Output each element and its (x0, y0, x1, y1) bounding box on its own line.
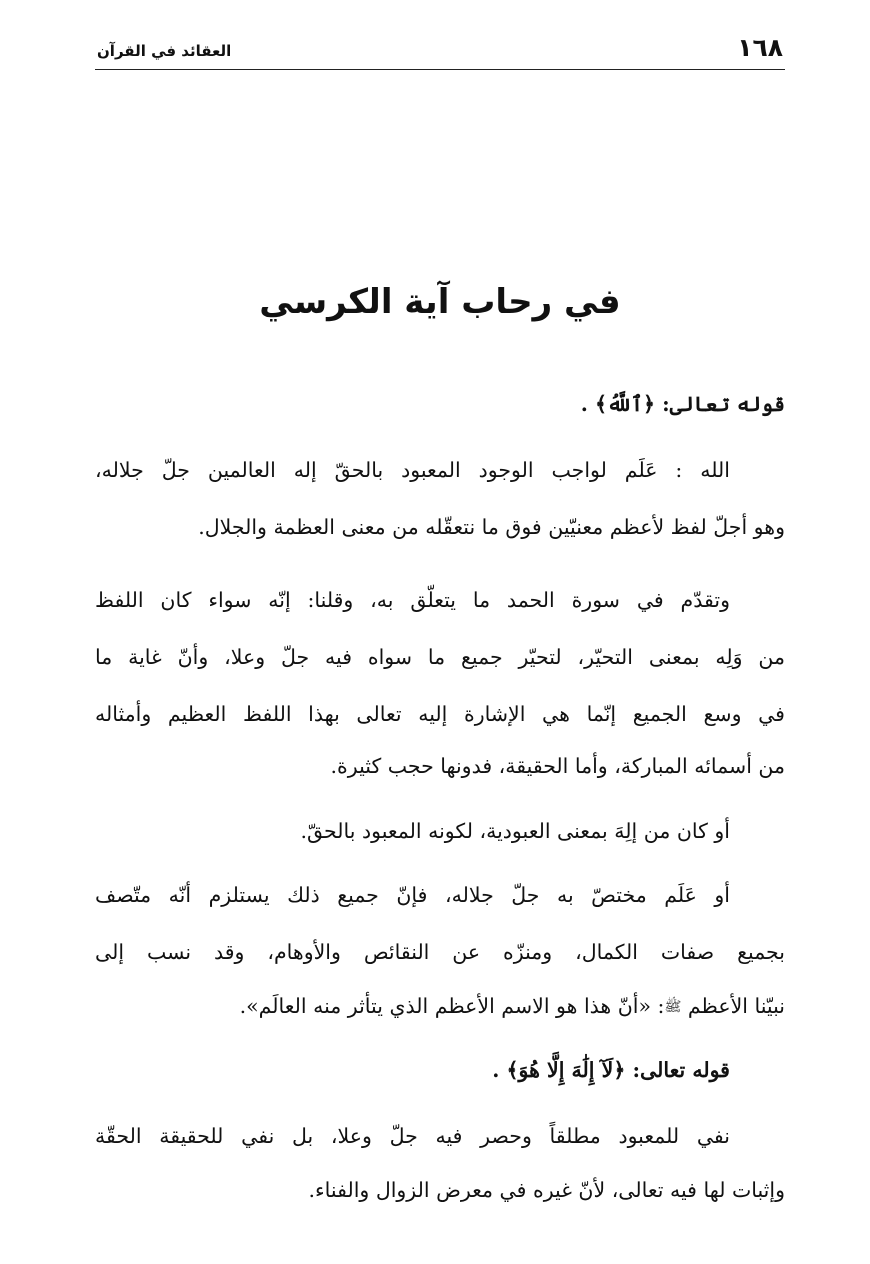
verse-heading-lead: قوله تعالى: (625, 1058, 730, 1082)
paragraph-line: بجميع صفات الكمال، ومنزّه عن النقائص والأوهام، وقد نسب إلى (95, 940, 785, 964)
verse-heading-tail: . (580, 392, 595, 416)
quran-verse: ﴿ٱللَّهُ﴾ (594, 392, 656, 416)
verse-heading-1 (95, 376, 785, 433)
honorific-symbol: ﷺ (664, 999, 682, 1015)
quoted-saying: : «أنّ هذا هو الاسم الأعظم الذي يتأثر منه العالَم». (239, 994, 665, 1018)
chapter-title: في رحاب آية الكرسي (259, 282, 621, 322)
running-book-title: العقائد في القرآن (97, 42, 232, 60)
verse-heading-tail: . (492, 1058, 507, 1082)
paragraph-line: أو عَلَم مختصّ به جلّ جلاله، فإنّ جميع ذلك يستلزم أنّه متّصف (95, 883, 730, 907)
paragraph-line: وهو أجلّ لفظ لأعظم معنيّين فوق ما نتعقّله من معنى العظمة والجلال. (198, 515, 785, 539)
line-start: نبيّنا الأعظم (681, 994, 785, 1018)
paragraph-line: الله : عَلَم لواجب الوجود المعبود بالحقّ إله العالمين جلّ جلاله، (95, 458, 730, 482)
paragraph-line: في وسع الجميع إنّما هي الإشارة إليه تعالى بهذا اللفظ العظيم وأمثاله (95, 702, 785, 726)
paragraph-line (95, 978, 785, 1036)
page-header (95, 30, 785, 70)
page-number: ١٦٨ (737, 33, 783, 62)
verse-heading-lead: قوله تعالى: (655, 392, 785, 416)
quran-verse: ﴿لَآ إِلَٰهَ إِلَّا هُوَ﴾ (506, 1058, 626, 1082)
paragraph-line: أو كان من إلِهَ بمعنى العبودية، لكونه المعبود بالحقّ. (300, 819, 730, 843)
paragraph-line: وإثبات لها فيه تعالى، لأنّ غيره في معرض الزوال والفناء. (308, 1178, 785, 1202)
verse-heading-2 (95, 1042, 785, 1099)
paragraph-line: من وَلِه بمعنى التحيّر، لتحيّر جميع ما سواه فيه جلّ وعلا، وأنّ غاية ما (95, 645, 785, 669)
paragraph-line: وتقدّم في سورة الحمد ما يتعلّق به، وقلنا: إنّه سواء كان اللفظ (95, 588, 730, 612)
paragraph-line: من أسمائه المباركة، وأما الحقيقة، فدونها حجب كثيرة. (330, 754, 785, 778)
paragraph-line: نفي للمعبود مطلقاً وحصر فيه جلّ وعلا، بل نفي للحقيقة الحقّة (95, 1124, 730, 1148)
